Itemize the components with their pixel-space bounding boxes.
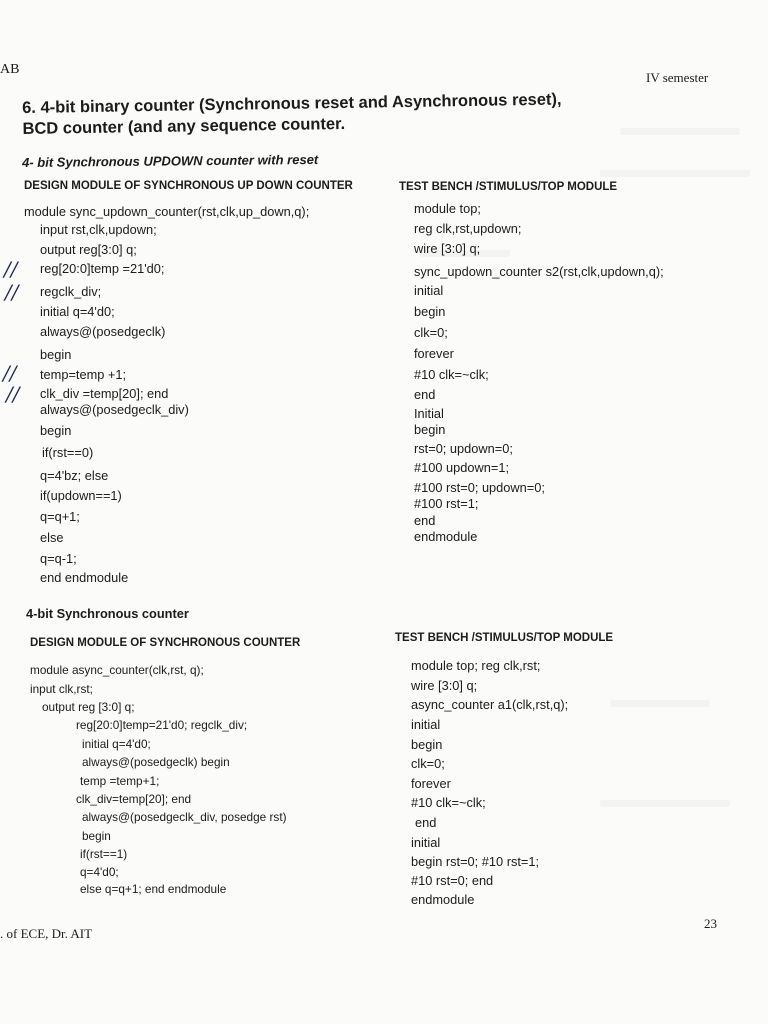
code-line: always@(posedgeclk) [40, 324, 166, 339]
code-line: input clk,rst; [30, 682, 93, 696]
code-line: begin [414, 304, 446, 319]
title-line-1: 6. 4-bit binary counter (Synchronous reset and Asynchronous reset), [22, 90, 562, 117]
footer-department: . of ECE, Dr. AIT [0, 926, 93, 941]
page-title [22, 89, 623, 140]
bleed-through-mark [600, 170, 750, 177]
code-line: q=q+1; [40, 509, 80, 524]
code-line: #10 clk=~clk; [411, 795, 486, 810]
code-line: output reg [3:0] q; [42, 700, 135, 714]
code-line: endmodule [411, 892, 475, 907]
code-line: initial [411, 835, 441, 850]
code-line: end endmodule [40, 570, 129, 585]
header-right: IV semester [646, 70, 709, 85]
test-bench-heading: TEST BENCH /STIMULUS/TOP MODULE [399, 181, 618, 193]
code-line: clk_div =temp[20]; end [40, 386, 169, 401]
code-line: rst=0; updown=0; [414, 441, 513, 456]
code-line: async_counter a1(clk,rst,q); [411, 697, 569, 712]
code-line: clk=0; [411, 756, 445, 771]
title-line-2: BCD counter (and any sequence counter. [22, 114, 346, 138]
code-line: sync_updown_counter s2(rst,clk,updown,q); [414, 264, 664, 279]
code-line: reg[20:0]temp=21'd0; regclk_div; [76, 718, 248, 732]
bleed-through-mark [620, 128, 740, 135]
code-line: end [414, 513, 436, 528]
code-line: always@(posedgeclk_div, posedge rst) [82, 810, 287, 824]
code-line: #100 rst=0; updown=0; [414, 480, 545, 495]
code-line: end [414, 387, 436, 402]
code-line: wire [3:0] q; [411, 678, 478, 693]
code-line: #100 updown=1; [414, 460, 509, 475]
code-line: module sync_updown_counter(rst,clk,up_down,q); [24, 204, 310, 219]
code-line: begin rst=0; #10 rst=1; [411, 854, 540, 869]
code-line: temp =temp+1; [80, 774, 160, 788]
subtitle: 4- bit Synchronous UPDOWN counter with reset [22, 151, 319, 170]
code-line: initial q=4'd0; [82, 737, 151, 751]
code-line: begin [82, 829, 111, 843]
code-line: #10 clk=~clk; [414, 367, 489, 382]
code-line: always@(posedgeclk) begin [82, 755, 230, 769]
code-line: input rst,clk,updown; [40, 222, 157, 237]
code-line: #100 rst=1; [414, 496, 479, 511]
code-line: if(rst==1) [80, 847, 128, 861]
code-line: regclk_div; [40, 284, 102, 299]
code-line: begin [414, 422, 446, 437]
code-line: forever [414, 346, 454, 361]
code-line: initial [414, 283, 444, 298]
code-line: reg[20:0]temp =21'd0; [40, 261, 165, 276]
handwritten-comment-mark: // [5, 280, 19, 304]
code-line: output reg[3:0] q; [40, 242, 137, 257]
code-line: else [40, 530, 64, 545]
code-line: Initial [414, 406, 444, 421]
code-line: q=4'd0; [80, 865, 119, 879]
design-module-heading: DESIGN MODULE OF SYNCHRONOUS COUNTER [30, 637, 301, 649]
design-module-heading: DESIGN MODULE OF SYNCHRONOUS UP DOWN COUNTER [24, 180, 353, 192]
code-line: temp=temp +1; [40, 367, 127, 382]
code-line: begin [411, 737, 443, 752]
test-bench-heading: TEST BENCH /STIMULUS/TOP MODULE [395, 632, 614, 644]
design-code-block [30, 663, 370, 903]
handwritten-comment-mark: // [3, 361, 17, 385]
code-line: else q=q+1; end endmodule [80, 882, 227, 896]
handwritten-comment-mark: // [4, 257, 18, 281]
code-line: module async_counter(clk,rst, q); [30, 663, 204, 677]
handwritten-comment-mark: // [6, 382, 20, 406]
section-heading: 4-bit Synchronous counter [26, 606, 189, 621]
test-bench-code-block [411, 658, 741, 918]
code-line: forever [411, 776, 451, 791]
code-line: #10 rst=0; end [411, 873, 494, 888]
code-line: wire [3:0] q; [414, 241, 481, 256]
design-code-block [24, 204, 384, 594]
code-line: module top; [414, 201, 481, 216]
test-bench-code-block [414, 201, 754, 551]
code-line: if(rst==0) [42, 445, 94, 460]
code-line: q=q-1; [40, 551, 77, 566]
code-line: module top; reg clk,rst; [411, 658, 541, 673]
code-line: if(updown==1) [40, 488, 122, 503]
code-line: begin [40, 347, 72, 362]
code-line: begin [40, 423, 72, 438]
code-line: reg clk,rst,updown; [414, 221, 522, 236]
code-line: clk_div=temp[20]; end [76, 792, 192, 806]
code-line: q=4'bz; else [40, 468, 109, 483]
code-line: initial q=4'd0; [40, 304, 115, 319]
header-left: AB [0, 62, 20, 77]
code-line: always@(posedgeclk_div) [40, 402, 189, 417]
code-line: end [415, 815, 437, 830]
page-number: 23 [704, 916, 717, 931]
code-line: initial [411, 717, 441, 732]
code-line: endmodule [414, 529, 478, 544]
code-line: clk=0; [414, 325, 448, 340]
